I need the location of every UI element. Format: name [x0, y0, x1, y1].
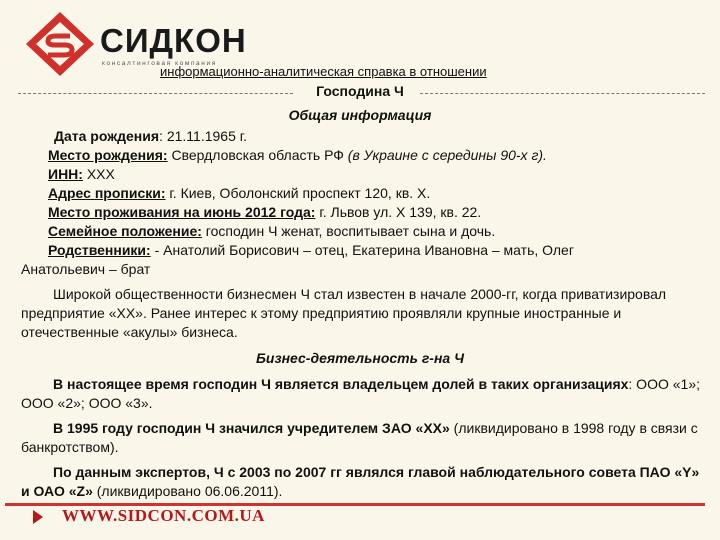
- birth-place-row: [48, 146, 547, 165]
- relatives-row: [48, 241, 574, 260]
- birth-date-value: : 21.11.1965 г.: [159, 128, 248, 144]
- business-p3-bold: По данным экспертов, Ч с 2003 по 2007 гг являлся главой наблюдательного совета ПАО «Y» и ОАО «Z»: [21, 464, 700, 499]
- logo-diamond-icon: [22, 8, 98, 78]
- chevron-right-icon: [30, 509, 46, 525]
- business-p3-rest: (ликвидировано 06.06.2011).: [92, 483, 283, 499]
- document-subtitle: информационно-аналитическая справка в отношении: [160, 64, 487, 79]
- residence-label: Место проживания на июнь 2012 года:: [48, 204, 316, 220]
- person-title: Господина Ч: [316, 83, 404, 99]
- inn-row: [48, 165, 115, 184]
- birth-place-value: Свердловская область РФ: [167, 147, 344, 163]
- residence-row: [48, 203, 481, 222]
- inn-label: ИНН:: [48, 166, 83, 182]
- business-paragraph-1: [21, 375, 711, 413]
- relatives-row-cont: Анатольевич – брат: [21, 261, 151, 277]
- business-p2-bold: В 1995 году господин Ч значился учредителем ЗАО «ХХ»: [53, 420, 450, 436]
- birth-place-note: (в Украине с середины 90-х г).: [343, 147, 547, 163]
- business-p1-bold: В настоящее время господин Ч является владельцем долей в таких организациях: [53, 376, 629, 392]
- logo-tagline: консалтинговая компания: [102, 60, 217, 67]
- family-row: [48, 222, 495, 241]
- address-row: [48, 184, 430, 203]
- birth-date-row: [54, 127, 247, 146]
- relatives-value: - Анатолий Борисович – отец, Екатерина Ивановна – мать, Олег: [150, 242, 574, 258]
- birth-place-label: Место рождения:: [48, 147, 168, 163]
- family-label: Семейное положение:: [48, 223, 202, 239]
- divider-right: [420, 93, 705, 94]
- relatives-label: Родственники:: [48, 242, 151, 258]
- website-link[interactable]: WWW.SIDCON.COM.UA: [62, 506, 265, 525]
- address-value: г. Киев, Оболонский проспект 120, кв. Х.: [165, 185, 431, 201]
- business-p2-rest: (ликвидировано в 1998 году в связи с банкротством).: [21, 420, 698, 455]
- business-paragraph-3: [21, 463, 711, 501]
- business-paragraph-2: [21, 419, 711, 457]
- address-label: Адрес прописки:: [48, 185, 166, 201]
- birth-date-label: Дата рождения: [54, 128, 160, 144]
- family-value: господин Ч женат, воспитывает сына и дочь.: [201, 223, 496, 239]
- residence-value: г. Львов ул. Х 139, кв. 22.: [315, 204, 482, 220]
- business-section-title: Бизнес-деятельность г-на Ч: [255, 350, 465, 366]
- general-info-title: Общая информация: [288, 107, 432, 123]
- intro-text: Широкой общественности бизнесмен Ч стал известен в начале 2000-гг, когда приватизировал предприятие «ХХ». Ранее интерес к этому предприятию проявляли крупные иностранные и отечественные «акулы» бизнеса.: [21, 286, 667, 340]
- logo-wordmark: СИДКОН: [100, 22, 247, 59]
- inn-value: ХХХ: [82, 166, 115, 182]
- business-p1-rest: : ООО «1»; ООО «2»; ООО «3».: [21, 376, 700, 411]
- intro-paragraph: [21, 285, 711, 342]
